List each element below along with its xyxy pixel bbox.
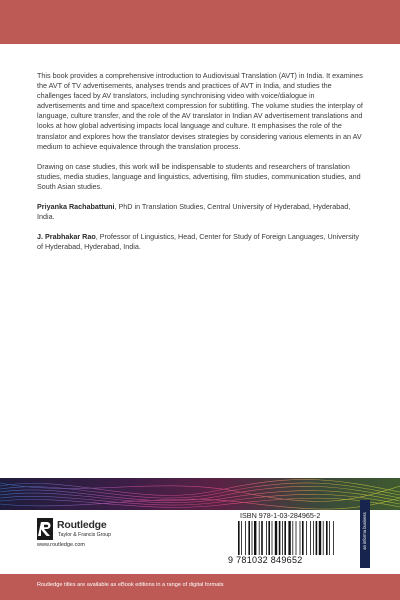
- barcode-bar: [238, 521, 240, 555]
- wave-art-graphic: [0, 478, 400, 510]
- barcode-bar: [323, 521, 324, 555]
- barcode-bar: [313, 521, 314, 555]
- barcode-bar: [300, 521, 301, 555]
- barcode-bar: [302, 521, 304, 555]
- blurb-paragraph-1: This book provides a comprehensive introduction to Audiovisual Translation (AVT) in India. It examines the AVT of TV advertisements, analyses trends and practices of AVT in India, and studies the challenges faced by AV translators, including synchronising video with voice/dialogue in advertisements and time and space/text compression for subtitling. The volume studies the interplay of language, culture transfer, and the role of the AV translator in Indian AV advertisement translations and looks at how global advertising impacts local language and culture. It emphasises the role of the translator and explores how the translator devises strategies by considering various elements in an AV medium to achieve equivalence through the translation process.: [37, 71, 363, 151]
- barcode-digits: 9 781032 849652: [228, 555, 303, 565]
- top-color-band: [0, 0, 400, 44]
- barcode-bar: [326, 521, 328, 555]
- barcode-graphic: [236, 521, 348, 557]
- barcode-bar: [288, 521, 290, 555]
- barcode-bar: [296, 521, 297, 555]
- author-2-name: J. Prabhakar Rao: [37, 232, 96, 242]
- barcode-bar: [284, 521, 286, 555]
- barcode-bar: [259, 521, 260, 555]
- barcode-bar: [282, 521, 283, 555]
- isbn-label: ISBN 978-1-03-284965-2: [240, 511, 321, 520]
- author-2-bio: , Professor of Linguistics, Head, Center for Study of Foreign Languages, University of Hyderabad, Hyderabad, India.: [37, 232, 360, 252]
- barcode-bar: [266, 521, 267, 555]
- barcode-bar: [245, 521, 246, 555]
- barcode-bar: [272, 521, 273, 555]
- author-2: [37, 232, 363, 252]
- publisher-name: Routledge: [57, 519, 107, 531]
- barcode-bar: [279, 521, 281, 555]
- barcode-bar: [319, 521, 321, 555]
- publisher-group: Taylor & Francis Group: [58, 532, 112, 538]
- barcode-bar: [261, 521, 263, 555]
- barcode-bar: [275, 521, 277, 555]
- barcode-bar: [292, 521, 293, 555]
- taylor-francis-spine-tag: [360, 500, 370, 568]
- barcode-bar: [254, 521, 256, 555]
- back-cover-text: [37, 71, 363, 262]
- ebook-availability-note: Routledge titles are available as eBook editions in a range of digital formats: [37, 582, 224, 588]
- bottom-color-band: [0, 574, 400, 600]
- barcode-bar: [268, 521, 270, 555]
- barcode-bar: [241, 521, 242, 555]
- isbn-block: [226, 510, 358, 572]
- routledge-logo-icon: [37, 518, 53, 540]
- author-1: [37, 202, 363, 222]
- barcode-bar: [329, 521, 330, 555]
- barcode-bar: [306, 521, 307, 555]
- blurb-paragraph-2: Drawing on case studies, this work will be indispensable to students and researchers of translation studies, media studies, language and linguistics, advertising, film studies, communication studies, and South Asian studies.: [37, 161, 361, 191]
- barcode-bar: [316, 521, 318, 555]
- author-1-name: Priyanka Rachabattuni: [37, 202, 115, 212]
- informa-business-label: an informa business: [362, 512, 367, 550]
- barcode-bar: [248, 521, 250, 555]
- wave-art: [0, 478, 400, 510]
- author-1-bio: , PhD in Translation Studies, Central University of Hyderabad, Hyderabad, India.: [37, 202, 351, 222]
- barcode-bar: [310, 521, 311, 555]
- barcode-bar: [252, 521, 253, 555]
- publisher-url[interactable]: www.routledge.com: [37, 542, 85, 548]
- barcode-bar: [333, 521, 334, 555]
